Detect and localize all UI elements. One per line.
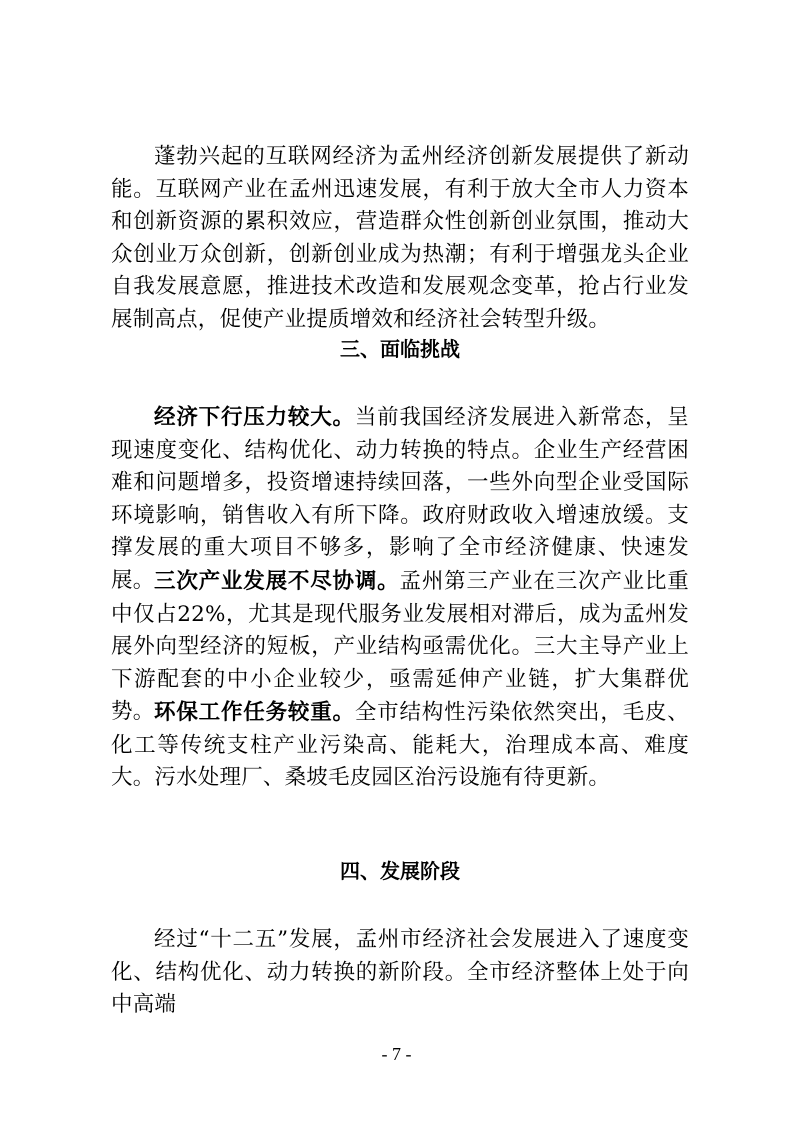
paragraph-body-environmental-protection: 全市结构性污染依然突出，毛皮、化工等传统支柱产业污染高、能耗大，治理成本高、难度大。污水处理厂、桑坡毛皮园区治污设施有待更新。 bbox=[111, 700, 689, 791]
paragraph-body-economic-pressure: 当前我国经济发展进入新常态，呈现速度变化、结构优化、动力转换的特点。企业生产经营困难和问题增多，投资增速持续回落，一些外向型企业受国际环境影响，销售收入有所下降。政府财政收入增速放缓。支撑发展的重大项目不够多，影响了全市经济健康、快速发展。 bbox=[111, 405, 689, 593]
paragraph-lead-industry-coordination: 三次产业发展不尽协调。 bbox=[154, 569, 400, 594]
paragraph-development-stage: 经过“十二五”发展，孟州市经济社会发展进入了速度变化、结构优化、动力转换的新阶段。全市经济整体上处于向中高端 bbox=[111, 927, 689, 1018]
paragraph-body-industry-coordination: 孟州第三产业在三次产业比重中仅占22%，尤其是现代服务业发展相对滞后，成为孟州发展外向型经济的短板，产业结构亟需优化。三大主导产业上下游配套的中小企业较少，亟需延伸产业链，扩大集群优势。 bbox=[111, 569, 690, 725]
section-heading-challenges: 三、面临挑战 bbox=[340, 337, 460, 361]
paragraph-internet-economy: 蓬勃兴起的互联网经济为孟州经济创新发展提供了新动能。互联网产业在孟州迅速发展，有利于放大全市人力资本和创新资源的累积效应，营造群众性创新创业氛围，推动大众创业万众创新，创新创业成为热潮；有利于增强龙头企业自我发展意愿，推进技术改造和发展观念变革，抢占行业发展制高点，促使产业提质增效和经济社会转型升级。 bbox=[111, 144, 689, 332]
paragraph-lead-environmental-protection: 环保工作任务较重。 bbox=[154, 700, 355, 725]
section-heading-development-stage: 四、发展阶段 bbox=[340, 859, 460, 883]
page-number: - 7 - bbox=[381, 1044, 412, 1064]
paragraph-lead-economic-pressure: 经济下行压力较大。 bbox=[154, 405, 355, 430]
paragraph-environmental-protection bbox=[111, 697, 689, 795]
